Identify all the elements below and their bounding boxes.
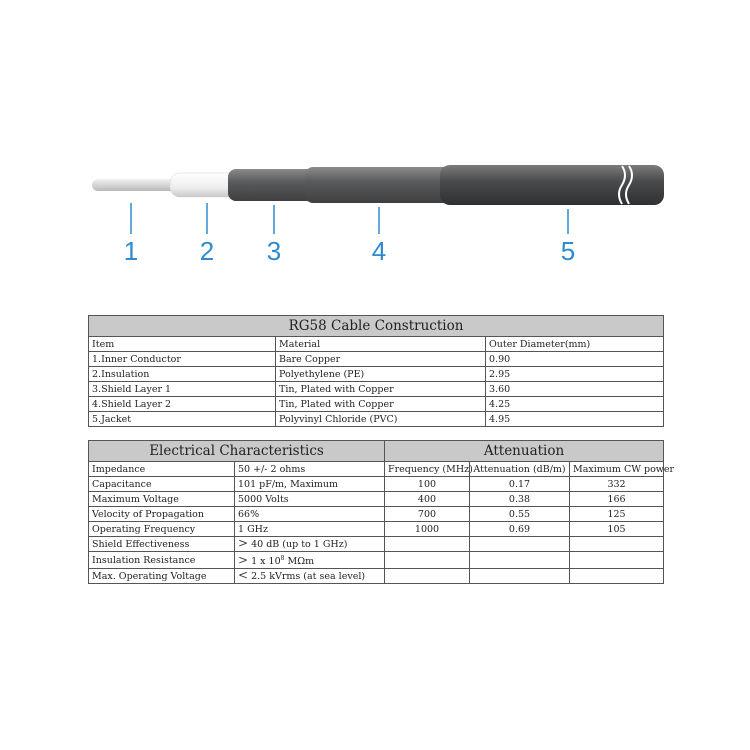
elec-value: 66% [235,507,385,522]
att-header-power: Maximum CW power [570,462,664,477]
table-row [89,507,664,522]
elec-label: Impedance [89,462,235,477]
table-row [89,412,664,427]
att-value: 0.17 [470,477,570,492]
cell-material: Polyethylene (PE) [276,367,486,382]
shield-layer-1 [228,169,318,201]
table-row [89,367,664,382]
elec-value: 1 GHz [235,522,385,537]
table-row [89,352,664,367]
cell-material: Tin, Plated with Copper [276,382,486,397]
elec-value: 5000 Volts [235,492,385,507]
cell-material: Polyvinyl Chloride (PVC) [276,412,486,427]
elec-label: Velocity of Propagation [89,507,235,522]
header-diameter: Outer Diameter(mm) [486,337,664,352]
exponent: 8 [280,555,285,562]
elec-value-text: 1 x 10 [251,556,281,568]
greater-than-icon: > [238,553,249,568]
att-value: 0.38 [470,492,570,507]
elec-label: Capacitance [89,477,235,492]
table-row [89,382,664,397]
elec-value [235,569,385,584]
shield-layer-2 [305,167,455,203]
cell-material: Tin, Plated with Copper [276,397,486,412]
header-material: Material [276,337,486,352]
label-3: 3 [266,236,282,266]
elec-value: 101 pF/m, Maximum [235,477,385,492]
label-2: 2 [199,236,215,266]
construction-table [88,315,664,427]
elec-label: Insulation Resistance [89,552,235,569]
att-power: 105 [570,522,664,537]
construction-title: RG58 Cable Construction [89,316,664,337]
att-frequency: 700 [385,507,470,522]
less-than-icon: < [238,568,249,583]
att-power: 332 [570,477,664,492]
elec-value: 50 +/- 2 ohms [235,462,385,477]
elec-label: Shield Effectiveness [89,537,235,552]
label-1: 1 [123,236,139,266]
elec-label: Max. Operating Voltage [89,569,235,584]
table-row [89,569,664,584]
att-value: 0.55 [470,507,570,522]
att-power: 125 [570,507,664,522]
attenuation-title: Attenuation [385,441,664,462]
cell-diameter: 2.95 [486,367,664,382]
cell-diameter: 4.95 [486,412,664,427]
att-power: 166 [570,492,664,507]
header-item: Item [89,337,276,352]
elec-value-text: 40 dB (up to 1 GHz) [251,539,348,550]
table-row [89,397,664,412]
elec-value-text: 2.5 kVrms (at sea level) [251,571,366,583]
att-frequency: 1000 [385,522,470,537]
elec-label: Maximum Voltage [89,492,235,507]
cell-diameter: 0.90 [486,352,664,367]
table-row [89,522,664,537]
label-5: 5 [560,236,576,266]
att-header-attenuation: Attenuation (dB/m) [470,462,570,477]
att-frequency: 100 [385,477,470,492]
cell-diameter: 3.60 [486,382,664,397]
cell-item: 4.Shield Layer 2 [89,397,276,412]
cell-material: Bare Copper [276,352,486,367]
elec-value [235,537,385,552]
cell-item: 1.Inner Conductor [89,352,276,367]
att-frequency: 400 [385,492,470,507]
table-row [89,537,664,552]
electrical-table [88,440,675,584]
elec-label: Operating Frequency [89,522,235,537]
table-row [89,477,664,492]
att-value: 0.69 [470,522,570,537]
elec-value-unit: MΩm [284,556,315,568]
cell-item: 3.Shield Layer 1 [89,382,276,397]
table-row [89,552,664,569]
label-4: 4 [371,236,387,266]
att-header-frequency: Frequency (MHz) [385,462,470,477]
cell-item: 5.Jacket [89,412,276,427]
elec-value [235,552,385,569]
electrical-title: Electrical Characteristics [89,441,385,462]
inner-conductor [92,179,182,191]
greater-than-icon: > [238,536,249,550]
cell-item: 2.Insulation [89,367,276,382]
table-row [89,492,664,507]
cell-diameter: 4.25 [486,397,664,412]
